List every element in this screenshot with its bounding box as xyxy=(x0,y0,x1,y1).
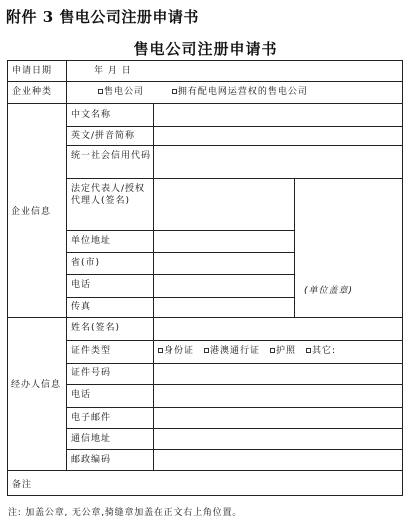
row-divider xyxy=(67,230,294,231)
row-divider xyxy=(67,297,294,298)
option-label: 拥有配电网运营权的售电公司 xyxy=(177,87,308,97)
row-divider xyxy=(67,252,294,253)
checkbox-icon xyxy=(172,89,177,94)
company-type-options xyxy=(98,86,318,98)
apply-date-label: 申请日期 xyxy=(12,66,53,76)
row-divider xyxy=(67,363,402,364)
column-divider xyxy=(66,61,67,470)
row-divider xyxy=(67,407,402,408)
row-divider xyxy=(67,449,402,450)
remarks-label: 备注 xyxy=(12,480,33,490)
checkbox-icon xyxy=(270,348,275,353)
field-postal-code: 邮政编码 xyxy=(71,455,112,465)
agent-info-label: 经办人信息 xyxy=(11,380,62,390)
field-fax: 传真 xyxy=(71,302,92,312)
field-email: 电子邮件 xyxy=(71,413,112,423)
option-id-card[interactable] xyxy=(158,345,194,357)
option-retail-company[interactable] xyxy=(98,86,144,98)
row-divider xyxy=(8,317,402,318)
row-divider xyxy=(67,340,402,341)
option-passport[interactable] xyxy=(270,345,296,357)
checkbox-icon xyxy=(204,348,209,353)
apply-date-value[interactable]: 年 月 日 xyxy=(94,66,132,76)
field-english-abbr: 英文/拼音简称 xyxy=(71,131,136,141)
option-label: 港澳通行证 xyxy=(210,346,261,356)
field-province: 省(市) xyxy=(71,258,101,268)
row-divider xyxy=(67,178,402,179)
input-english-abbr[interactable] xyxy=(154,127,402,145)
company-info-label: 企业信息 xyxy=(11,207,52,217)
column-divider xyxy=(294,178,295,317)
checkbox-icon xyxy=(306,348,311,353)
field-credit-code: 统一社会信用代码 xyxy=(71,151,152,161)
field-legal-representative: 法定代表人/授权代理人(签名) xyxy=(71,184,146,206)
checkbox-icon xyxy=(158,348,163,353)
checkbox-icon xyxy=(98,89,103,94)
option-label: 售电公司 xyxy=(104,87,145,97)
option-label: 其它: xyxy=(312,346,337,356)
field-phone: 电话 xyxy=(71,280,92,290)
row-divider xyxy=(67,384,402,385)
registration-form xyxy=(7,60,403,496)
input-remarks[interactable] xyxy=(67,471,402,495)
input-chinese-name[interactable] xyxy=(154,104,402,126)
row-divider xyxy=(67,428,402,429)
field-agent-phone: 电话 xyxy=(71,390,92,400)
option-label: 身份证 xyxy=(164,346,195,356)
seal-area-label: (单位盖章) xyxy=(304,286,354,296)
field-mailing-address: 通信地址 xyxy=(71,434,112,444)
option-hk-macau-permit[interactable] xyxy=(204,345,260,357)
form-title: 售电公司注册申请书 xyxy=(133,40,278,58)
field-agent-name: 姓名(签名) xyxy=(71,323,121,333)
company-type-label: 企业种类 xyxy=(12,87,53,97)
field-company-address: 单位地址 xyxy=(71,236,112,246)
option-distribution-company[interactable] xyxy=(172,86,308,98)
option-label: 护照 xyxy=(276,346,297,356)
field-chinese-name: 中文名称 xyxy=(71,110,112,120)
row-divider xyxy=(67,274,294,275)
id-type-options xyxy=(158,345,346,357)
option-other[interactable] xyxy=(306,345,336,357)
row-divider xyxy=(8,81,402,82)
field-id-number: 证件号码 xyxy=(71,368,112,378)
footnote: 注: 加盖公章, 无公章,骑缝章加盖在正文右上角位置。 xyxy=(8,508,243,518)
field-id-type: 证件类型 xyxy=(71,346,112,356)
attachment-heading: 附件 3 售电公司注册申请书 xyxy=(6,8,199,26)
input-credit-code[interactable] xyxy=(154,146,402,178)
